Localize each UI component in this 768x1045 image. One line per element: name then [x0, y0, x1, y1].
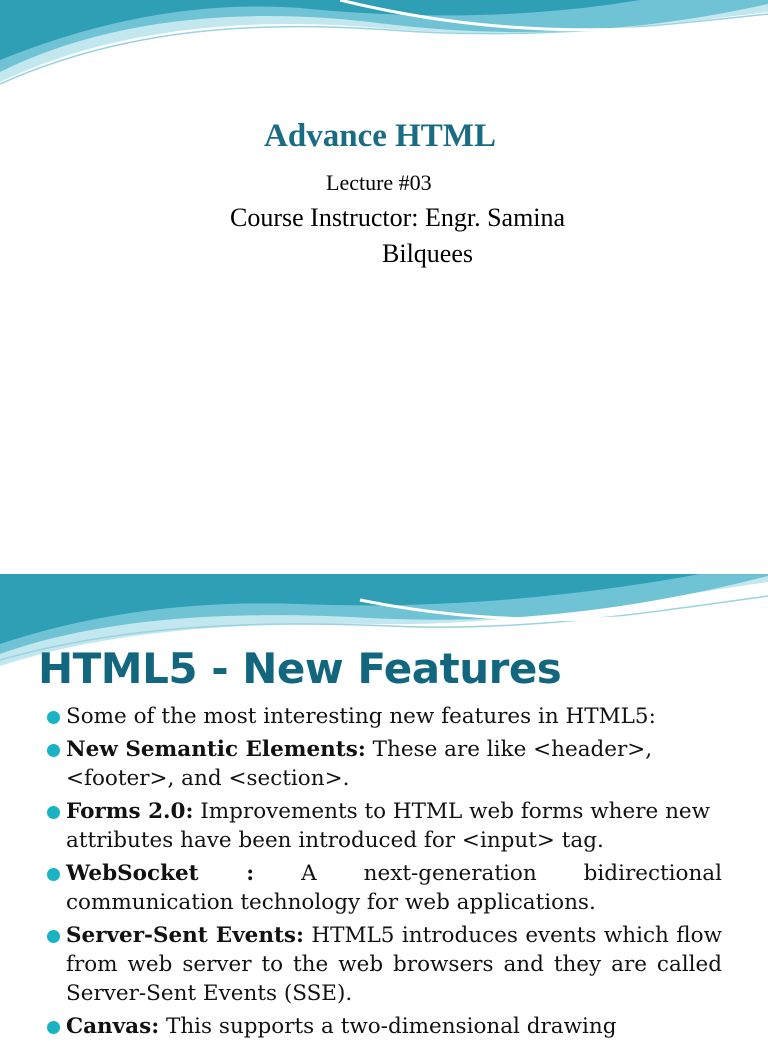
- list-item: [46, 921, 722, 1008]
- bullet-dot-icon: [47, 930, 60, 943]
- feature-term: WebSocket :: [66, 861, 255, 886]
- feature-term: New Semantic Elements:: [66, 737, 366, 762]
- instructor-line-1: Course Instructor: Engr. Samina: [230, 203, 566, 232]
- feature-text: This supports a two-dimensional drawing: [159, 1014, 617, 1039]
- instructor-line-2: Bilquees: [382, 239, 473, 268]
- bullet-dot-icon: [47, 1021, 60, 1034]
- feature-term: Forms 2.0:: [66, 799, 194, 824]
- list-item: [46, 1012, 722, 1041]
- feature-text: Some of the most interesting new features in HTML5:: [66, 704, 656, 729]
- list-item: [46, 702, 722, 731]
- list-item: [46, 859, 722, 917]
- bullet-dot-icon: [47, 744, 60, 757]
- decorative-wave-header: [0, 0, 768, 110]
- feature-text: A next-generation bidirectional communication technology for web applications.: [66, 861, 722, 915]
- bullet-dot-icon: [47, 806, 60, 819]
- feature-term: Canvas:: [66, 1014, 160, 1039]
- slide-heading: HTML5 - New Features: [38, 644, 562, 693]
- bullet-dot-icon: [47, 868, 60, 881]
- feature-list: [46, 702, 722, 1045]
- bullet-dot-icon: [47, 711, 60, 724]
- feature-text: These are like <header>, <footer>, and <section>.: [66, 737, 653, 791]
- list-item: [46, 735, 722, 793]
- slide-features: [0, 574, 768, 1039]
- feature-text: HTML5 introduces events which flow from web server to the web browsers and they are called Server-Sent Events (SSE).: [66, 923, 722, 1006]
- feature-term: Server-Sent Events:: [66, 923, 304, 948]
- presentation-title: Advance HTML: [264, 118, 496, 154]
- list-item: [46, 797, 722, 855]
- feature-text: Improvements to HTML web forms where new attributes have been introduced for <input> tag.: [66, 799, 711, 853]
- lecture-number: Lecture #03: [326, 170, 432, 195]
